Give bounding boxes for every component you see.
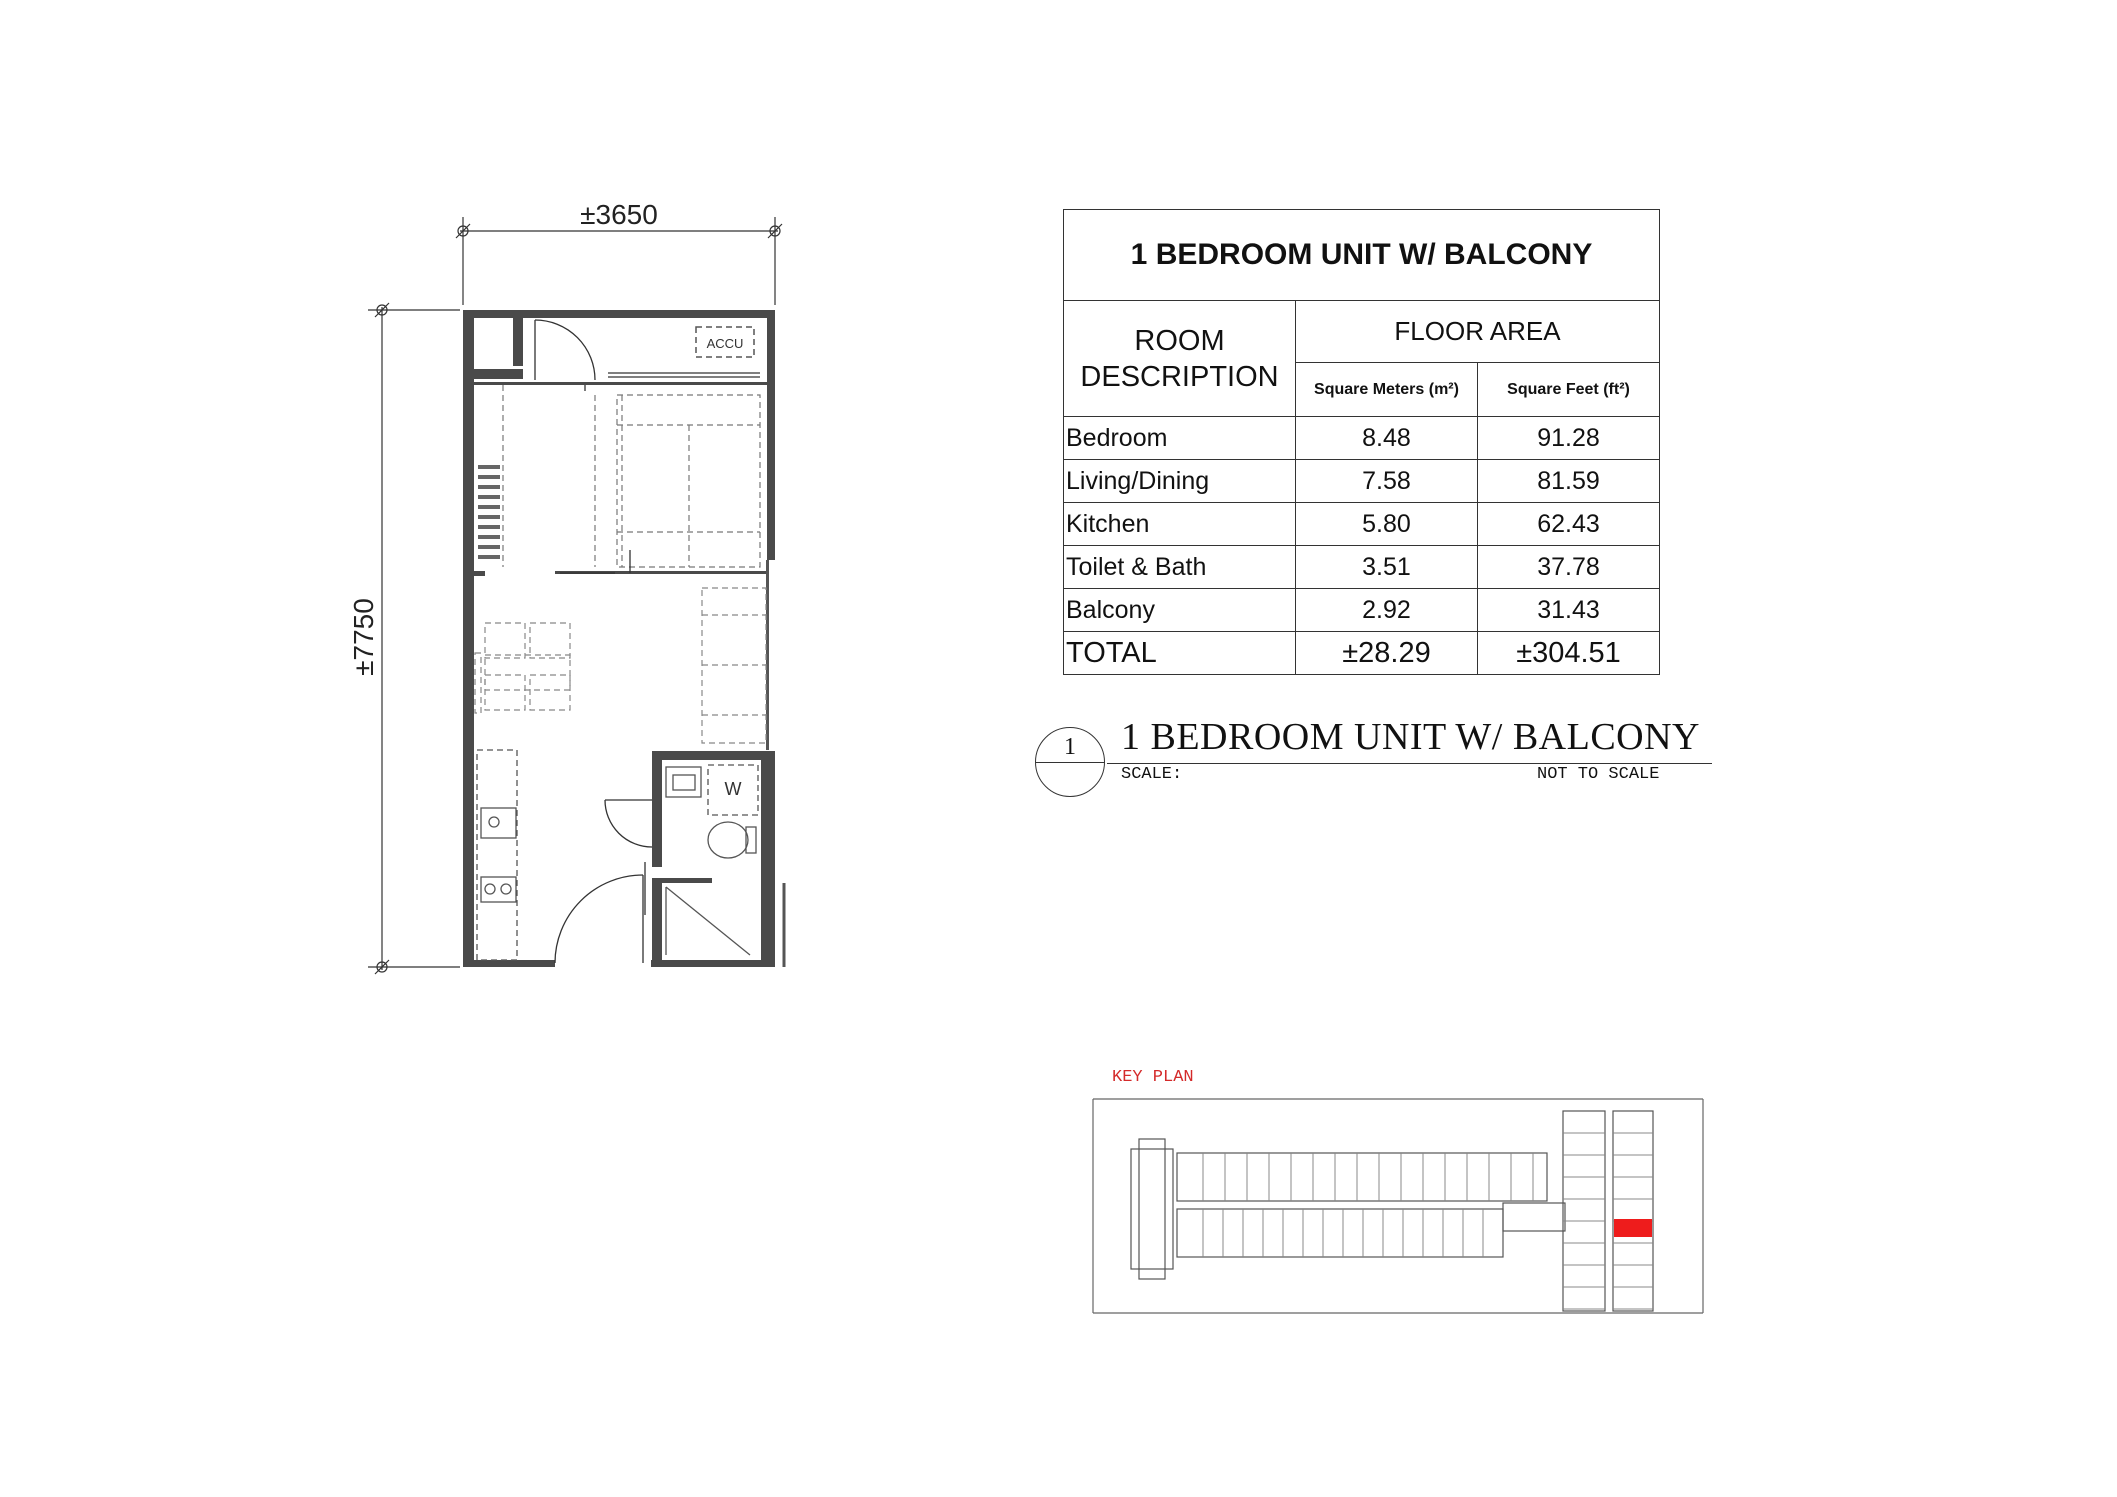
washer-label: W (724, 779, 742, 799)
key-plan-drawing (1093, 1093, 1708, 1323)
bath-door (605, 800, 652, 915)
sqft-header: Square Feet (ft²) (1478, 363, 1660, 417)
width-dimension (456, 217, 782, 305)
table-row (1064, 503, 1660, 546)
sqm-value: 5.80 (1296, 503, 1478, 546)
height-dimension-label: ±7750 (348, 598, 379, 676)
table-title: 1 BEDROOM UNIT W/ BALCONY (1064, 210, 1660, 301)
title-underline (1107, 763, 1712, 764)
room-name: Bedroom (1064, 417, 1296, 460)
table-row (1064, 546, 1660, 589)
accu-unit (696, 327, 754, 357)
table-row (1064, 460, 1660, 503)
sqft-value: 37.78 (1478, 546, 1660, 589)
sqft-value: 62.43 (1478, 503, 1660, 546)
room-description-header (1064, 301, 1296, 417)
sqm-value: 3.51 (1296, 546, 1478, 589)
total-label: TOTAL (1064, 632, 1296, 675)
bathroom-fixtures (666, 765, 758, 955)
drawing-number-circle (1035, 727, 1105, 797)
height-dimension (368, 303, 460, 974)
sqm-header: Square Meters (m²) (1296, 363, 1478, 417)
room-name: Living/Dining (1064, 460, 1296, 503)
bedroom-furniture (503, 385, 760, 567)
wardrobe-hangers (478, 465, 500, 559)
scale-label: SCALE: (1121, 765, 1183, 784)
floor-plan-drawing (348, 195, 820, 985)
drawing-number: 1 (1064, 734, 1076, 760)
key-plan-building (1131, 1111, 1653, 1311)
drawing-title: 1 BEDROOM UNIT W/ BALCONY (1121, 716, 1700, 758)
table-row (1064, 417, 1660, 460)
unit-walls (463, 310, 775, 967)
key-plan-frame (1093, 1099, 1703, 1313)
room-name: Toilet & Bath (1064, 546, 1296, 589)
drawing-title-block (1035, 715, 1700, 800)
total-sqm: ±28.29 (1296, 632, 1478, 675)
entrance-door (555, 875, 643, 963)
sqft-value: 91.28 (1478, 417, 1660, 460)
room-description-header-line1: ROOM (1134, 324, 1225, 357)
room-name: Kitchen (1064, 503, 1296, 546)
total-row (1064, 632, 1660, 675)
circle-divider (1036, 762, 1104, 763)
sqft-value: 31.43 (1478, 589, 1660, 632)
width-dimension-label: ±3650 (580, 199, 658, 230)
sqft-value: 81.59 (1478, 460, 1660, 503)
highlighted-unit (1614, 1219, 1652, 1237)
key-plan-unit-lines (1203, 1133, 1653, 1309)
scale-value: NOT TO SCALE (1537, 765, 1660, 784)
accu-label: ACCU (706, 336, 744, 351)
sqm-value: 7.58 (1296, 460, 1478, 503)
key-plan-label: KEY PLAN (1112, 1068, 1194, 1087)
sqm-value: 2.92 (1296, 589, 1478, 632)
floor-area-header: FLOOR AREA (1296, 301, 1660, 363)
dining-set (475, 623, 570, 713)
room-description-header-line2: DESCRIPTION (1080, 360, 1279, 393)
sqm-value: 8.48 (1296, 417, 1478, 460)
room-name: Balcony (1064, 589, 1296, 632)
kitchen-counter (477, 750, 517, 960)
table-row (1064, 589, 1660, 632)
floor-area-table (1063, 209, 1660, 675)
total-sqft: ±304.51 (1478, 632, 1660, 675)
sofa (702, 588, 766, 743)
